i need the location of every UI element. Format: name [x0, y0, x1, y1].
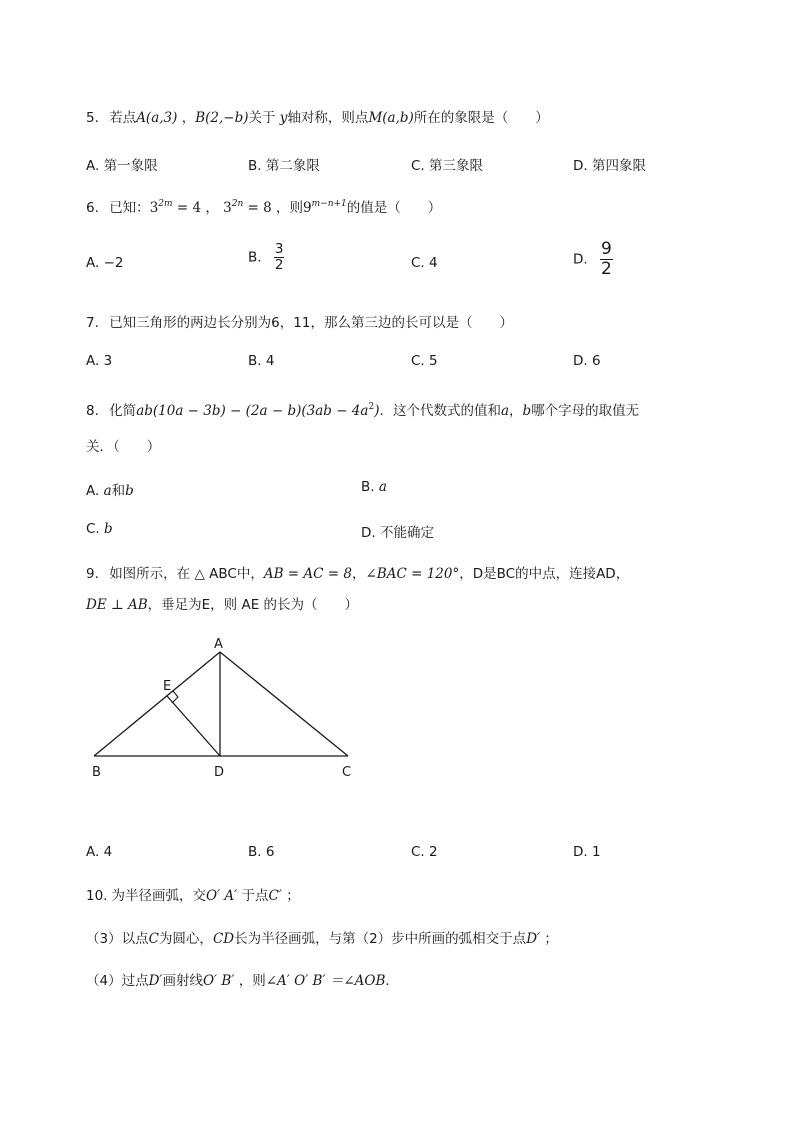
option-a[interactable]: A. 3 [86, 353, 113, 369]
option-b[interactable]: B. 第二象限 [248, 158, 320, 174]
option-d[interactable]: D. 不能确定 [361, 525, 434, 541]
segment-de [167, 696, 220, 756]
question-8: 8. 化简$ab(10a - 3b) - (2a - b)(3ab - 4a^2)$．这个代数式的值和a，b哪个字母的取值无 [86, 402, 640, 419]
label-a: A [214, 637, 223, 652]
question-9: 9. 如图所示，在 △ ABC中，AB = AC = 8，∠BAC = 120°，D是BC的中点，连接AD， [86, 566, 630, 582]
segment-ab [94, 652, 220, 756]
option-d[interactable]: D. 第四象限 [573, 158, 646, 174]
label-c: C [342, 765, 352, 780]
option-d[interactable]: D. 1 [573, 844, 601, 860]
question-10-step-4: （4）过点D′画射线O′ B′ ，则∠A′ O′ B′ ＝∠AOB． [86, 973, 399, 989]
math-axis-y: y [279, 110, 288, 126]
question-10-step-3: （3）以点C为圆心，CD长为半径画弧，与第（2）步中所画的弧相交于点D′ ； [86, 931, 558, 947]
option-b[interactable]: B. $\frac{3}{2}$ [248, 241, 284, 273]
label-d: D [214, 765, 225, 780]
label-b: B [92, 765, 101, 780]
question-number: 10. [86, 888, 108, 904]
question-8-continued: 关．（ ） [86, 439, 161, 455]
option-b[interactable]: B. 4 [248, 353, 275, 369]
question-5: 5. 若点A(a,3) ，B(2,−b)关于 y轴对称，则点M(a,b)所在的象限是（ ） [86, 110, 549, 126]
label-e: E [163, 679, 172, 694]
option-a[interactable]: A. 4 [86, 844, 113, 860]
option-c[interactable]: C. b [86, 521, 113, 537]
option-d[interactable]: D. $\frac{9}{2}$ [573, 239, 612, 279]
question-number: 8. [86, 403, 99, 419]
question-number: 6. [86, 200, 99, 216]
option-b[interactable]: B. 6 [248, 844, 275, 860]
option-a[interactable]: A. −2 [86, 255, 124, 271]
math-expression: ab(10a − 3b) − (2a − b)(3ab − 4a [136, 403, 369, 419]
segment-ac [220, 652, 348, 756]
question-9-continued: DE ⊥ AB，垂足为E，则 AE 的长为（ ） [86, 597, 359, 613]
option-c[interactable]: C. 第三象限 [411, 158, 484, 174]
fraction: $\frac{9}{2}$ [600, 239, 612, 279]
math-point-b: B(2,−b) [195, 110, 249, 126]
option-a[interactable]: A. a和b [86, 483, 134, 499]
question-6: 6. 已知：$3^{2m} = 4$ ， $3^{2n} = 8$ ，则$9^{m-n+1}$的值是（ ） [86, 199, 442, 216]
option-c[interactable]: C. 2 [411, 844, 438, 860]
right-angle-mark [172, 691, 178, 703]
option-a[interactable]: A. 第一象限 [86, 158, 158, 174]
question-number: 9. [86, 566, 99, 582]
question-number: 5. [86, 110, 99, 126]
question-7: 7. 已知三角形的两边长分别为6，11，那么第三边的长可以是（ ） [86, 315, 513, 331]
option-c[interactable]: C. 4 [411, 255, 438, 271]
fraction: $\frac{3}{2}$ [274, 241, 284, 273]
option-b[interactable]: B. a [361, 479, 387, 495]
math-point-a: A(a,3) [136, 110, 178, 126]
question-number: 7. [86, 315, 99, 331]
option-c[interactable]: C. 5 [411, 353, 438, 369]
option-d[interactable]: D. 6 [573, 353, 601, 369]
math-point-m: M(a,b) [368, 110, 414, 126]
triangle-figure [80, 630, 370, 790]
question-10: 10. 为半径画弧，交O′ A′ 于点C′ ； [86, 888, 300, 904]
